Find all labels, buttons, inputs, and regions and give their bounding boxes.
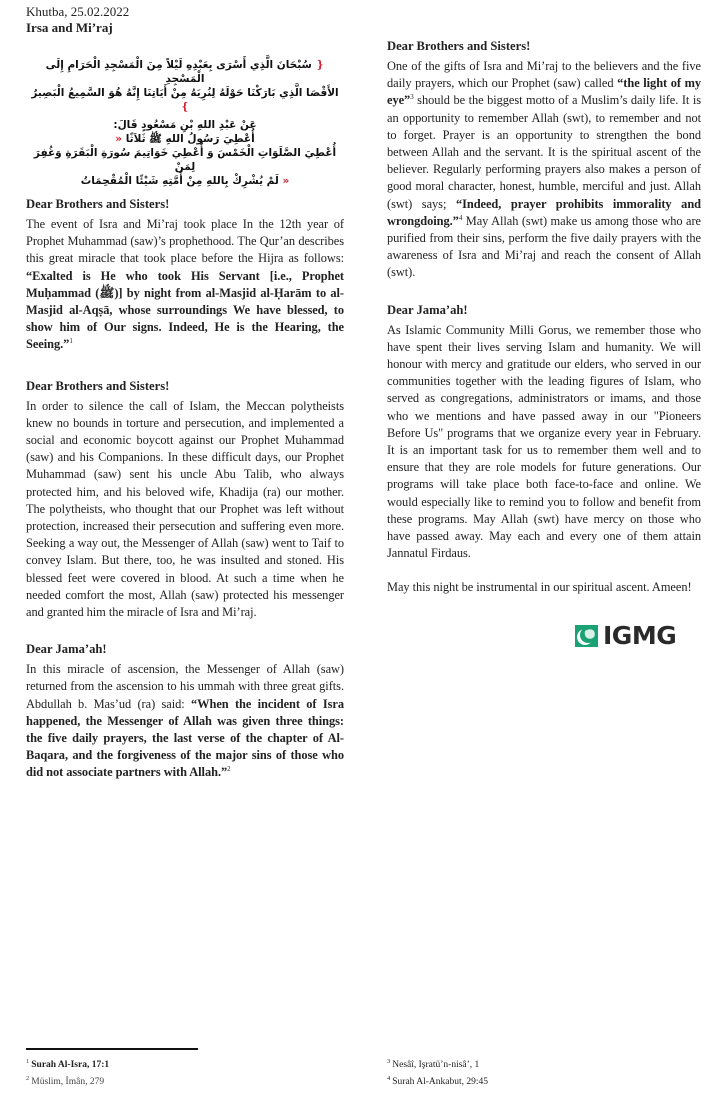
- quran-quote: “Indeed, prayer prohibits immorality and wrongdoing.”: [387, 196, 701, 228]
- section-heading: Dear Brothers and Sisters!: [26, 197, 170, 211]
- arabic-hadith-line-1: أُعْطِيَ رَسُولُ اللهِ ﷺ ثَلاَثًا «: [115, 133, 255, 145]
- hadith-quote: “the light of my eye”: [387, 76, 701, 108]
- logo-text: IGMG: [603, 621, 677, 651]
- arabic-verse-line-1: ❴ سُبْحَانَ الَّذِي أَسْرَى بِعَبْدِهِ لَيْلاً مِنَ الْمَسْجِدِ الْحَرَامِ إِلَى الْمَسْجِدِ: [45, 59, 325, 85]
- arabic-hadith-line-2: أُعْطِيَ الصَّلَوَاتِ الْخَمْسَ وَ أُعْطِيَ خَوَاتِيمَ سُورَةِ الْبَقَرَةِ وَغُفِرَ لِمَنْ: [33, 147, 337, 173]
- crescent-globe-svg: [575, 625, 598, 647]
- section-paragraph: One of the gifts of Isra and Mi’raj to the believers and the five daily prayers, which our Prophet (saw) called “the light of my eye”$^3$ should be the biggest motto of a Muslim’s daily life. It is an opportunity to remember Allah (swt), to remember and not to forget. Prayer is an opportunity to strengthen the bond between Allah and the servant. It is the spiritual ascent of the believer. Regularly performing prayers also makes a person of good moral character, honest, humble, merciful and just. Allah (swt) says; “Indeed, prayer prohibits immorality and wrongdoing.”$^4$ May Allah (swt) make us among those who are purified from their sins, perform the five daily prayers with the awareness of Isra and Mi’raj and reach the consent of Allah (swt).: [387, 59, 701, 280]
- footnote-ref: 2: [227, 765, 231, 774]
- quran-quote: “Exalted is He who took His Servant [i.e., Prophet Muḥammad (ﷺ)] by night from al-Masjid al-Ḥarām to al-Masjid al-Aqṣā, whose surroundings We have blessed, to show him of Our signs. Indeed, He is the Hearing, the Seeing.”: [26, 268, 344, 352]
- section-heading: Dear Brothers and Sisters!: [26, 378, 170, 393]
- igmg-logo: [575, 621, 699, 651]
- footnote-item: $^1$ Surah Al-Isra, 17:1: [26, 1058, 110, 1071]
- arabic-verse: [26, 58, 344, 114]
- closing-prayer: May this night be instrumental in our spiritual ascent. Ameen!: [387, 580, 692, 595]
- arabic-verse-line-2: الأَقْصَا الَّذِي بَارَكْنَا حَوْلَهُ لِنُرِيَهُ مِنْ أَيَاتِنَا إِنَّهُ هُوَ السَّمِيعُ الْبَصِيرُ ❵: [31, 87, 339, 113]
- section-heading: Dear Jama’ah!: [26, 642, 107, 657]
- footnote-item: $^4$ Surah Al-Ankabut, 29:45: [387, 1075, 489, 1088]
- section-paragraph: In this miracle of ascension, the Messenger of Allah (saw) returned from the ascension to his ummah with three great gifts. Abdullah b. Mas’ud (ra) said: “When the incident of Isra happened, the Messenger of Allah was given three things: the five daily prayers, the last verse of the chapter of Al-Baqara, and the forgiveness of the major sins of those who did not associate partners with Allah.”$^2$: [26, 662, 344, 780]
- footnote-item: $^2$ Müslim, İmân, 279: [26, 1075, 105, 1088]
- footnotes-left: [26, 1048, 344, 1089]
- footnote-ref: 4: [458, 213, 463, 222]
- footnote-list-left: [26, 1055, 344, 1089]
- section-three-gifts: [26, 641, 344, 781]
- crescent-globe-icon: [575, 625, 598, 647]
- section-isra-event: [26, 196, 344, 354]
- footnote-ref: 1: [69, 337, 73, 346]
- section-boycott: [26, 378, 344, 622]
- footnote-ref: 3: [410, 93, 414, 102]
- left-column: [26, 4, 344, 782]
- ornament-quote-open-icon: «: [115, 133, 123, 145]
- ornament-bracket-open-icon: ❴: [315, 59, 325, 71]
- section-light-of-eye: [387, 38, 701, 282]
- page-title: Irsa and Mi’raj: [26, 20, 113, 35]
- section-pioneers: [387, 302, 701, 563]
- footnote-item: $^3$ Nesâî, Işratü’n-nisâ’, 1: [387, 1058, 480, 1071]
- section-heading: Dear Jama’ah!: [387, 302, 468, 317]
- footnote-list-right: [387, 1055, 701, 1089]
- ornament-bracket-close-icon: ❵: [180, 101, 190, 113]
- arabic-hadith-intro: عَنْ عَبْدِ اللهِ بْنِ مَسْعُودٍ قَالَ:: [113, 119, 257, 131]
- right-column: [387, 4, 701, 651]
- footnotes-right: [387, 1048, 701, 1089]
- footnotes: [0, 1048, 724, 1109]
- hadith-quote: “When the incident of Isra happened, the Messenger of Allah was given three things: the five daily prayers, the last verse of the chapter of Al-Baqara, and the forgiveness of the major sins of those who did not associate partners with Allah.”: [26, 696, 344, 780]
- section-paragraph: The event of Isra and Mi’raj took place In the 12th year of Prophet Muhammad (saw)’s prophethood. The Qur’an describes this great miracle that took place before the Hijra as follows: “Exalted is He who took His Servant [i.e., Prophet Muḥammad (ﷺ)] by night from al-Masjid al-Ḥarām to al-Masjid al-Aqṣā, whose surroundings We have blessed, to show him of Our signs. Indeed, He is the Hearing, the Seeing.”$^1$: [26, 217, 344, 352]
- section-paragraph: In order to silence the call of Islam, the Meccan polytheists knew no bounds in torture and persecution, and implemented a social and economic boycott against our Prophet Muhammad (saw) and his Companions. In these difficult days, our Prophet Muhammad (saw) sent his uncle Abu Talib, who always protected him, and his beloved wife, Khadija (ra) our mother. The polytheists, who thought that our Prophet was left without protection, increased their persecution and suffering even more. Seeking a way out, the Messenger of Allah (saw) went to Taif to convey Islam. But there, too, he was insulted and stoned. His blessed feet were covered in blood. At such a time when he needed comfort the most, Allah (saw) protected his messenger and granted him the miracle of Isra and Mi’raj.: [26, 398, 344, 620]
- section-paragraph: As Islamic Community Milli Gorus, we remember those who have spent their lives serving Islam and humanity. We will honour with mercy and gratitude our elders, who served in our communities together with the leading figures of Islam, who served as congregations, administrators or imams, and those who we mentions and have passed away in our "Pioneers Before Us" programs that we organize every year in February. It is an important task for us to remember them well and to ensure that they are role models for future generations. Our programs will take place both face-to-face and online. We would especially like to remind you to follow and benefit from these programs. May Allah (swt) have mercy on those who have passed away. May each and every one of them attain Jannatul Firdaus.: [387, 322, 701, 561]
- dateline: Khutba, 25.02.2022: [26, 4, 130, 19]
- arabic-hadith: [26, 118, 344, 188]
- section-heading: Dear Brothers and Sisters!: [387, 39, 531, 53]
- ornament-quote-close-icon: «: [282, 175, 290, 187]
- footnote-divider: [26, 1048, 198, 1050]
- arabic-hadith-line-3: « لَمْ يُشْرِكْ بِاللهِ مِنْ أُمَّتِهِ شَيْئًا الْمُقْحِمَاتُ: [80, 175, 290, 187]
